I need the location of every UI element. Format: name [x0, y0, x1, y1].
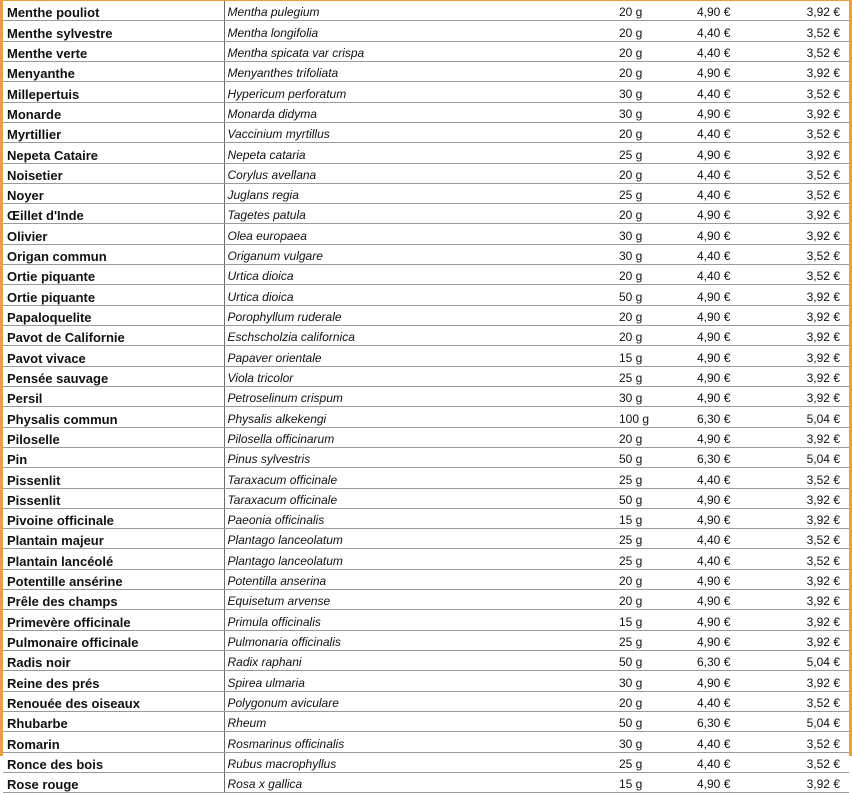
unit-price[interactable]: 6,30 € — [693, 447, 773, 467]
plant-latin-name[interactable]: Papaver orientale — [224, 346, 617, 366]
table-row — [3, 366, 849, 386]
table-row — [3, 590, 849, 610]
unit-price[interactable]: 4,90 € — [693, 488, 773, 508]
plant-common-name[interactable]: Millepertuis — [3, 82, 224, 102]
table-row — [3, 427, 849, 447]
discount-price[interactable]: 3,52 € — [773, 163, 849, 183]
plant-common-name[interactable]: Persil — [3, 386, 224, 406]
plant-latin-name[interactable]: Mentha longifolia — [224, 21, 617, 41]
discount-price[interactable]: 3,92 € — [773, 427, 849, 447]
package-weight[interactable]: 20 g — [617, 163, 693, 183]
discount-price[interactable]: 3,92 € — [773, 346, 849, 366]
discount-price[interactable]: 3,92 € — [773, 326, 849, 346]
unit-price[interactable]: 4,90 € — [693, 305, 773, 325]
plant-common-name[interactable]: Myrtillier — [3, 122, 224, 142]
price-table-body — [3, 1, 849, 793]
package-weight[interactable]: 25 g — [617, 549, 693, 569]
plant-latin-name[interactable]: Tagetes patula — [224, 204, 617, 224]
unit-price[interactable]: 4,90 € — [693, 386, 773, 406]
unit-price[interactable]: 4,90 € — [693, 671, 773, 691]
package-weight[interactable]: 30 g — [617, 732, 693, 752]
plant-latin-name[interactable]: Viola tricolor — [224, 366, 617, 386]
plant-common-name[interactable]: Pin — [3, 447, 224, 467]
plant-common-name[interactable]: Pulmonaire officinale — [3, 630, 224, 650]
plant-latin-name[interactable]: Rosmarinus officinalis — [224, 732, 617, 752]
unit-price[interactable]: 4,40 € — [693, 529, 773, 549]
plant-latin-name[interactable]: Physalis alkekengi — [224, 407, 617, 427]
table-row — [3, 21, 849, 41]
package-weight[interactable]: 50 g — [617, 447, 693, 467]
plant-latin-name[interactable]: Taraxacum officinale — [224, 468, 617, 488]
unit-price[interactable]: 4,90 € — [693, 346, 773, 366]
package-weight[interactable]: 25 g — [617, 468, 693, 488]
package-weight[interactable]: 15 g — [617, 346, 693, 366]
package-weight[interactable]: 25 g — [617, 630, 693, 650]
discount-price[interactable]: 3,92 € — [773, 772, 849, 792]
table-row — [3, 204, 849, 224]
unit-price[interactable]: 4,40 € — [693, 21, 773, 41]
unit-price[interactable]: 4,90 € — [693, 427, 773, 447]
plant-common-name[interactable]: Monarde — [3, 102, 224, 122]
unit-price[interactable]: 4,90 € — [693, 508, 773, 528]
discount-price[interactable]: 3,92 € — [773, 224, 849, 244]
plant-latin-name[interactable]: Eschscholzia californica — [224, 326, 617, 346]
plant-common-name[interactable]: Rose rouge — [3, 772, 224, 792]
plant-latin-name[interactable]: Hypericum perforatum — [224, 82, 617, 102]
plant-latin-name[interactable]: Juglans regia — [224, 183, 617, 203]
plant-latin-name[interactable]: Rubus macrophyllus — [224, 752, 617, 772]
table-row — [3, 305, 849, 325]
package-weight[interactable]: 30 g — [617, 671, 693, 691]
unit-price[interactable]: 4,90 € — [693, 224, 773, 244]
unit-price[interactable]: 4,40 € — [693, 244, 773, 264]
package-weight[interactable]: 50 g — [617, 711, 693, 731]
package-weight[interactable]: 20 g — [617, 41, 693, 61]
table-row — [3, 630, 849, 650]
table-row — [3, 711, 849, 731]
package-weight[interactable]: 20 g — [617, 569, 693, 589]
table-row — [3, 468, 849, 488]
package-weight[interactable]: 20 g — [617, 691, 693, 711]
table-row — [3, 549, 849, 569]
plant-common-name[interactable]: Rhubarbe — [3, 711, 224, 731]
discount-price[interactable]: 3,92 € — [773, 366, 849, 386]
table-row — [3, 732, 849, 752]
plant-common-name[interactable]: Ortie piquante — [3, 265, 224, 285]
plant-common-name[interactable]: Menthe verte — [3, 41, 224, 61]
table-row — [3, 183, 849, 203]
package-weight[interactable]: 20 g — [617, 326, 693, 346]
unit-price[interactable]: 4,40 € — [693, 82, 773, 102]
plant-common-name[interactable]: Papaloquelite — [3, 305, 224, 325]
unit-price[interactable]: 4,90 € — [693, 772, 773, 792]
plant-common-name[interactable]: Ronce des bois — [3, 752, 224, 772]
discount-price[interactable]: 3,52 € — [773, 691, 849, 711]
unit-price[interactable]: 4,90 € — [693, 590, 773, 610]
package-weight[interactable]: 15 g — [617, 610, 693, 630]
table-row — [3, 407, 849, 427]
unit-price[interactable]: 4,40 € — [693, 691, 773, 711]
discount-price[interactable]: 3,92 € — [773, 204, 849, 224]
discount-price[interactable]: 3,52 € — [773, 265, 849, 285]
plant-latin-name[interactable]: Primula officinalis — [224, 610, 617, 630]
unit-price[interactable]: 4,40 € — [693, 752, 773, 772]
plant-common-name[interactable]: Nepeta Cataire — [3, 143, 224, 163]
plant-latin-name[interactable]: Plantago lanceolatum — [224, 529, 617, 549]
plant-common-name[interactable]: Romarin — [3, 732, 224, 752]
unit-price[interactable]: 4,40 € — [693, 732, 773, 752]
plant-common-name[interactable]: Primevère officinale — [3, 610, 224, 630]
unit-price[interactable]: 6,30 € — [693, 651, 773, 671]
table-row — [3, 82, 849, 102]
plant-common-name[interactable]: Pissenlit — [3, 468, 224, 488]
table-row — [3, 143, 849, 163]
discount-price[interactable]: 3,92 € — [773, 61, 849, 81]
discount-price[interactable]: 3,52 € — [773, 41, 849, 61]
plant-latin-name[interactable]: Corylus avellana — [224, 163, 617, 183]
package-weight[interactable]: 25 g — [617, 752, 693, 772]
package-weight[interactable]: 20 g — [617, 204, 693, 224]
plant-latin-name[interactable]: Pulmonaria officinalis — [224, 630, 617, 650]
table-row — [3, 265, 849, 285]
plant-latin-name[interactable]: Olea europaea — [224, 224, 617, 244]
package-weight[interactable]: 25 g — [617, 183, 693, 203]
discount-price[interactable]: 3,52 € — [773, 549, 849, 569]
plant-common-name[interactable]: Noisetier — [3, 163, 224, 183]
table-row — [3, 244, 849, 264]
plant-latin-name[interactable]: Taraxacum officinale — [224, 488, 617, 508]
discount-price[interactable]: 3,52 € — [773, 122, 849, 142]
table-row — [3, 122, 849, 142]
package-weight[interactable]: 50 g — [617, 651, 693, 671]
unit-price[interactable]: 4,90 € — [693, 285, 773, 305]
plant-latin-name[interactable]: Potentilla anserina — [224, 569, 617, 589]
package-weight[interactable]: 20 g — [617, 427, 693, 447]
unit-price[interactable]: 4,90 € — [693, 366, 773, 386]
discount-price[interactable]: 3,52 € — [773, 529, 849, 549]
discount-price[interactable]: 3,92 € — [773, 1, 849, 21]
unit-price[interactable]: 4,90 € — [693, 1, 773, 21]
package-weight[interactable]: 30 g — [617, 386, 693, 406]
unit-price[interactable]: 4,90 € — [693, 630, 773, 650]
discount-price[interactable]: 5,04 € — [773, 711, 849, 731]
plant-common-name[interactable]: Menyanthe — [3, 61, 224, 81]
package-weight[interactable]: 25 g — [617, 366, 693, 386]
table-row — [3, 285, 849, 305]
table-row — [3, 163, 849, 183]
plant-common-name[interactable]: Reine des prés — [3, 671, 224, 691]
unit-price[interactable]: 6,30 € — [693, 407, 773, 427]
package-weight[interactable]: 100 g — [617, 407, 693, 427]
unit-price[interactable]: 4,40 € — [693, 468, 773, 488]
package-weight[interactable]: 30 g — [617, 82, 693, 102]
discount-price[interactable]: 3,52 € — [773, 21, 849, 41]
unit-price[interactable]: 4,40 € — [693, 265, 773, 285]
table-row — [3, 671, 849, 691]
table-row — [3, 488, 849, 508]
plant-common-name[interactable]: Piloselle — [3, 427, 224, 447]
table-row — [3, 61, 849, 81]
table-row — [3, 224, 849, 244]
discount-price[interactable]: 3,92 € — [773, 102, 849, 122]
table-row — [3, 651, 849, 671]
plant-common-name[interactable]: Radis noir — [3, 651, 224, 671]
plant-common-name[interactable]: Pensée sauvage — [3, 366, 224, 386]
discount-price[interactable]: 3,52 € — [773, 244, 849, 264]
package-weight[interactable]: 30 g — [617, 244, 693, 264]
table-row — [3, 1, 849, 21]
plant-latin-name[interactable]: Menyanthes trifoliata — [224, 61, 617, 81]
plant-common-name[interactable]: Pissenlit — [3, 488, 224, 508]
plant-latin-name[interactable]: Spirea ulmaria — [224, 671, 617, 691]
unit-price[interactable]: 4,90 € — [693, 326, 773, 346]
table-row — [3, 569, 849, 589]
table-row — [3, 529, 849, 549]
package-weight[interactable]: 30 g — [617, 102, 693, 122]
discount-price[interactable]: 3,92 € — [773, 143, 849, 163]
table-row — [3, 346, 849, 366]
table-row — [3, 691, 849, 711]
table-row — [3, 610, 849, 630]
package-weight[interactable]: 15 g — [617, 772, 693, 792]
discount-price[interactable]: 3,52 € — [773, 752, 849, 772]
plant-common-name[interactable]: Prêle des champs — [3, 590, 224, 610]
package-weight[interactable]: 25 g — [617, 529, 693, 549]
plant-common-name[interactable]: Ortie piquante — [3, 285, 224, 305]
table-row — [3, 772, 849, 792]
plant-latin-name[interactable]: Vaccinium myrtillus — [224, 122, 617, 142]
unit-price[interactable]: 4,40 € — [693, 549, 773, 569]
discount-price[interactable]: 3,52 € — [773, 732, 849, 752]
plant-common-name[interactable]: Olivier — [3, 224, 224, 244]
plant-latin-name[interactable]: Pinus sylvestris — [224, 447, 617, 467]
discount-price[interactable]: 3,92 € — [773, 305, 849, 325]
plant-common-name[interactable]: Physalis commun — [3, 407, 224, 427]
unit-price[interactable]: 4,90 € — [693, 143, 773, 163]
unit-price[interactable]: 6,30 € — [693, 711, 773, 731]
plant-common-name[interactable]: Plantain lancéolé — [3, 549, 224, 569]
plant-common-name[interactable]: Noyer — [3, 183, 224, 203]
plant-latin-name[interactable]: Mentha spicata var crispa — [224, 41, 617, 61]
plant-common-name[interactable]: Plantain majeur — [3, 529, 224, 549]
plant-latin-name[interactable]: Nepeta cataria — [224, 143, 617, 163]
plant-common-name[interactable]: Pivoine officinale — [3, 508, 224, 528]
discount-price[interactable]: 3,92 € — [773, 569, 849, 589]
package-weight[interactable]: 30 g — [617, 224, 693, 244]
plant-latin-name[interactable]: Urtica dioica — [224, 265, 617, 285]
plant-latin-name[interactable]: Equisetum arvense — [224, 590, 617, 610]
plant-latin-name[interactable]: Origanum vulgare — [224, 244, 617, 264]
table-row — [3, 752, 849, 772]
table-row — [3, 326, 849, 346]
table-row — [3, 508, 849, 528]
package-weight[interactable]: 50 g — [617, 488, 693, 508]
plant-latin-name[interactable]: Polygonum aviculare — [224, 691, 617, 711]
package-weight[interactable]: 50 g — [617, 285, 693, 305]
unit-price[interactable]: 4,40 € — [693, 163, 773, 183]
plant-latin-name[interactable]: Monarda didyma — [224, 102, 617, 122]
plant-latin-name[interactable]: Rheum — [224, 711, 617, 731]
plant-latin-name[interactable]: Radix raphani — [224, 651, 617, 671]
discount-price[interactable]: 5,04 € — [773, 447, 849, 467]
discount-price[interactable]: 3,52 € — [773, 82, 849, 102]
table-row — [3, 447, 849, 467]
price-table — [3, 1, 849, 793]
discount-price[interactable]: 3,92 € — [773, 610, 849, 630]
package-weight[interactable]: 25 g — [617, 143, 693, 163]
package-weight[interactable]: 20 g — [617, 21, 693, 41]
plant-latin-name[interactable]: Mentha pulegium — [224, 1, 617, 21]
discount-price[interactable]: 3,92 € — [773, 285, 849, 305]
package-weight[interactable]: 20 g — [617, 590, 693, 610]
plant-common-name[interactable]: Menthe pouliot — [3, 1, 224, 21]
discount-price[interactable]: 3,92 € — [773, 671, 849, 691]
unit-price[interactable]: 4,90 € — [693, 204, 773, 224]
package-weight[interactable]: 20 g — [617, 61, 693, 81]
unit-price[interactable]: 4,40 € — [693, 122, 773, 142]
plant-latin-name[interactable]: Urtica dioica — [224, 285, 617, 305]
discount-price[interactable]: 3,92 € — [773, 630, 849, 650]
unit-price[interactable]: 4,90 € — [693, 610, 773, 630]
discount-price[interactable]: 3,92 € — [773, 508, 849, 528]
plant-latin-name[interactable]: Rosa x gallica — [224, 772, 617, 792]
plant-latin-name[interactable]: Paeonia officinalis — [224, 508, 617, 528]
plant-common-name[interactable]: Pavot vivace — [3, 346, 224, 366]
plant-latin-name[interactable]: Pilosella officinarum — [224, 427, 617, 447]
discount-price[interactable]: 3,92 € — [773, 488, 849, 508]
package-weight[interactable]: 20 g — [617, 265, 693, 285]
discount-price[interactable]: 3,52 € — [773, 468, 849, 488]
unit-price[interactable]: 4,90 € — [693, 102, 773, 122]
package-weight[interactable]: 15 g — [617, 508, 693, 528]
discount-price[interactable]: 3,52 € — [773, 183, 849, 203]
package-weight[interactable]: 20 g — [617, 305, 693, 325]
discount-price[interactable]: 3,92 € — [773, 590, 849, 610]
plant-common-name[interactable]: Pavot de Californie — [3, 326, 224, 346]
package-weight[interactable]: 20 g — [617, 1, 693, 21]
plant-common-name[interactable]: Origan commun — [3, 244, 224, 264]
plant-latin-name[interactable]: Petroselinum crispum — [224, 386, 617, 406]
table-row — [3, 41, 849, 61]
plant-common-name[interactable]: Menthe sylvestre — [3, 21, 224, 41]
plant-common-name[interactable]: Potentille ansérine — [3, 569, 224, 589]
package-weight[interactable]: 20 g — [617, 122, 693, 142]
plant-common-name[interactable]: Œillet d'Inde — [3, 204, 224, 224]
plant-latin-name[interactable]: Plantago lanceolatum — [224, 549, 617, 569]
discount-price[interactable]: 5,04 € — [773, 407, 849, 427]
plant-common-name[interactable]: Renouée des oiseaux — [3, 691, 224, 711]
discount-price[interactable]: 3,92 € — [773, 386, 849, 406]
unit-price[interactable]: 4,40 € — [693, 41, 773, 61]
unit-price[interactable]: 4,90 € — [693, 569, 773, 589]
discount-price[interactable]: 5,04 € — [773, 651, 849, 671]
unit-price[interactable]: 4,90 € — [693, 61, 773, 81]
unit-price[interactable]: 4,40 € — [693, 183, 773, 203]
table-row — [3, 386, 849, 406]
table-row — [3, 102, 849, 122]
plant-latin-name[interactable]: Porophyllum ruderale — [224, 305, 617, 325]
